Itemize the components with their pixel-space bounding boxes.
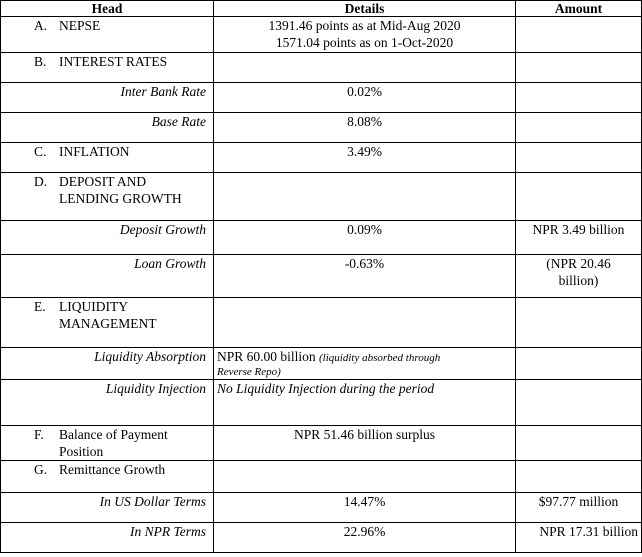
amount-column-header: Amount <box>516 1 642 17</box>
inflation-value: 3.49% <box>214 143 516 173</box>
balance-of-payment-head-cell <box>1 426 214 461</box>
interest-rates-head-cell <box>1 53 214 83</box>
base-rate-label: Base Rate <box>1 113 214 143</box>
liquidity-label: LIQUIDITY <box>59 299 128 314</box>
details-cell <box>214 298 516 348</box>
section-letter: G. <box>34 462 48 477</box>
liquidity-absorption-note: (liquidity absorbed through <box>319 352 441 364</box>
table-row <box>1 53 642 83</box>
nepse-detail-line: 1571.04 points as on 1-Oct-2020 <box>275 35 454 50</box>
liquidity-absorption-value: NPR 60.00 billion <box>217 349 316 364</box>
header-row <box>1 1 642 17</box>
loan-growth-value: -0.63% <box>214 255 516 298</box>
section-letter: C. <box>34 144 47 159</box>
table-row <box>1 523 642 553</box>
balance-of-payment-value: NPR 51.46 billion surplus <box>214 426 516 461</box>
inter-bank-rate-label: Inter Bank Rate <box>1 83 214 113</box>
liquidity-injection-label: Liquidity Injection <box>1 380 214 426</box>
loan-growth-label: Loan Growth <box>1 255 214 298</box>
table-row <box>1 348 642 380</box>
section-letter: F. <box>34 427 44 442</box>
nepse-details-cell <box>214 17 516 53</box>
remittance-head-cell <box>1 461 214 493</box>
nepse-label: NEPSE <box>59 18 101 33</box>
table-row <box>1 380 642 426</box>
liquidity-absorption-label: Liquidity Absorption <box>1 348 214 380</box>
deposit-lending-label: DEPOSIT AND <box>59 174 147 189</box>
base-rate-value: 8.08% <box>214 113 516 143</box>
head-column-header: Head <box>1 1 214 17</box>
liquidity-head-cell <box>1 298 214 348</box>
table-row <box>1 143 642 173</box>
details-cell <box>214 53 516 83</box>
amount-cell <box>516 298 642 348</box>
amount-cell <box>516 461 642 493</box>
details-column-header: Details <box>214 1 516 17</box>
amount-cell <box>516 173 642 221</box>
table-row <box>1 493 642 523</box>
table-row <box>1 426 642 461</box>
liquidity-injection-value: No Liquidity Injection during the period <box>214 380 516 426</box>
loan-growth-amount: billion) <box>558 273 599 288</box>
amount-cell <box>516 143 642 173</box>
usd-terms-amount: $97.77 million <box>516 493 642 523</box>
nepse-detail-line: 1391.46 points as at Mid-Aug 2020 <box>268 18 461 33</box>
interest-rates-label: INTEREST RATES <box>59 54 168 69</box>
deposit-lending-head-cell <box>1 173 214 221</box>
liquidity-label: MANAGEMENT <box>59 316 157 331</box>
table-row <box>1 221 642 255</box>
amount-cell <box>516 380 642 426</box>
usd-terms-value: 14.47% <box>214 493 516 523</box>
inflation-head-cell <box>1 143 214 173</box>
deposit-growth-amount: NPR 3.49 billion <box>516 221 642 255</box>
balance-of-payment-label: Position <box>59 444 104 459</box>
deposit-lending-label: LENDING GROWTH <box>59 191 182 206</box>
liquidity-absorption-note: Reverse Repo) <box>217 366 281 378</box>
amount-cell <box>516 17 642 53</box>
details-cell <box>214 173 516 221</box>
inflation-label: INFLATION <box>59 144 130 159</box>
amount-cell <box>516 83 642 113</box>
npr-terms-amount: NPR 17.31 billion <box>516 523 642 553</box>
nepse-head-cell <box>1 17 214 53</box>
section-letter: B. <box>34 54 47 69</box>
usd-terms-label: In US Dollar Terms <box>1 493 214 523</box>
section-letter: D. <box>34 174 48 189</box>
details-cell <box>214 461 516 493</box>
amount-cell <box>516 113 642 143</box>
table-row <box>1 173 642 221</box>
table-row <box>1 298 642 348</box>
table-row <box>1 255 642 298</box>
amount-cell <box>516 53 642 83</box>
loan-growth-amount: (NPR 20.46 <box>546 256 611 271</box>
deposit-growth-label: Deposit Growth <box>1 221 214 255</box>
liquidity-absorption-details <box>214 348 516 380</box>
table-row <box>1 461 642 493</box>
table-row <box>1 83 642 113</box>
table-row <box>1 17 642 53</box>
remittance-label: Remittance Growth <box>59 462 166 477</box>
deposit-growth-value: 0.09% <box>214 221 516 255</box>
loan-growth-amount-cell <box>516 255 642 298</box>
balance-of-payment-label: Balance of Payment <box>59 427 168 442</box>
npr-terms-label: In NPR Terms <box>1 523 214 553</box>
amount-cell <box>516 348 642 380</box>
section-letter: A. <box>34 18 48 33</box>
inter-bank-rate-value: 0.02% <box>214 83 516 113</box>
section-letter: E. <box>34 299 46 314</box>
table-row <box>1 113 642 143</box>
amount-cell <box>516 426 642 461</box>
npr-terms-value: 22.96% <box>214 523 516 553</box>
